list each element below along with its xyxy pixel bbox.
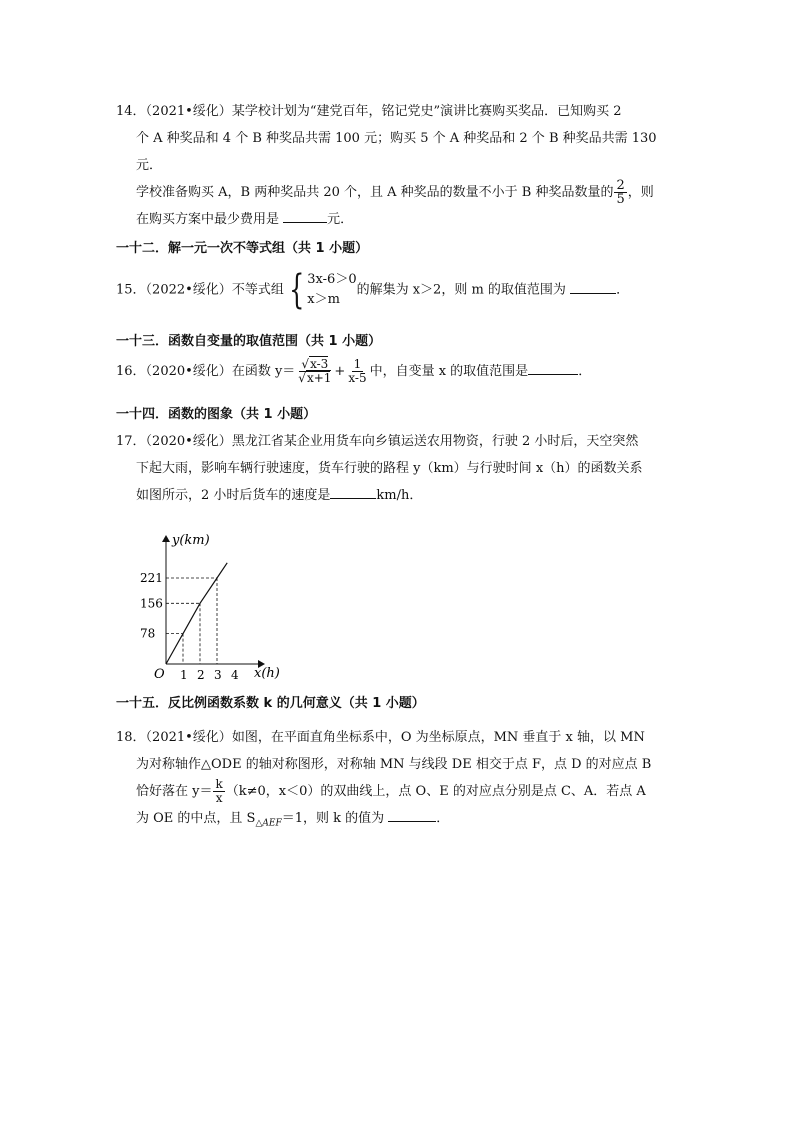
q14-line-2: 个 A 种奖品和 4 个 B 种奖品共需 100 元；购买 5 个 A 种奖品和 2 个 B 种奖品共需 130 元．: [136, 131, 657, 173]
section-12-heading: 一十二．解一元一次不等式组（共 1 小题）: [116, 241, 369, 256]
question-17: [116, 428, 676, 509]
question-18: [116, 724, 676, 838]
q17-line-1: 17．（2020•绥化）黑龙江省某企业用货车向乡镇运送农用物资，行驶 2 小时后，天空突然: [116, 434, 639, 449]
answer-blank-17[interactable]: [330, 484, 376, 499]
q14-line-3: 学校准备购买 A，B 两种奖品共 20 个，且 A 种奖品的数量不小于 B 种奖品数量的 $\frac{2}{5}$ ，则: [136, 178, 654, 207]
q18-line-2: 为对称轴作△ODE 的轴对称图形，对称轴 MN 与线段 DE 相交于点 F，点 D 的对应点 B: [136, 757, 652, 772]
q18-line-4: 为 OE 的中点，且 $S_{\triangle AEF}=1$，则 k 的值为 ．: [116, 805, 676, 838]
section-14-heading: 一十四．函数的图象（共 1 小题）: [116, 407, 317, 422]
question-14: [116, 98, 676, 233]
answer-blank-14[interactable]: [283, 208, 327, 223]
origin-label: O: [154, 667, 165, 682]
x-tick-label-4: 4: [231, 668, 239, 682]
section-15-heading: 一十五．反比例函数系数 k 的几何意义（共 1 小题）: [116, 696, 425, 711]
q14-line-1: 14．（2021•绥化）某学校计划为“建党百年，铭记党史”演讲比赛购买奖品．已知购买 2: [116, 104, 622, 119]
brace-icon: {: [288, 267, 305, 313]
q18-line-1: 18．（2021•绥化）如图，在平面直角坐标系中，O 为坐标原点，MN 垂直于 x 轴，以 MN: [116, 730, 645, 745]
q16-fraction-2: $\frac{1}{x-5}$: [348, 357, 367, 385]
question-16: 16．（2020•绥化）在函数 y＝ $\frac{√x-3}{√x+1}$ + $\frac{1}{x-5}$ 中，自变量 x 的取值范围是 ．: [116, 357, 592, 385]
answer-blank-18[interactable]: [388, 807, 436, 822]
section-13-heading: 一十三．函数自变量的取值范围（共 1 小题）: [116, 334, 382, 349]
x-tick-label-1: 1: [180, 668, 188, 682]
q14-line-4: 在购买方案中最少费用是 元．: [116, 206, 676, 233]
x-axis-label: x(h): [254, 666, 280, 681]
answer-blank-16[interactable]: [528, 360, 578, 375]
q17-line-2: 下起大雨，影响车辆行驶速度，货车行驶的路程 y（km）与行驶时间 x（h）的函数关系: [136, 461, 643, 476]
q16-fraction-1: $\frac{√x-3}{√x+1}$: [298, 357, 332, 385]
x-tick-label-2: 2: [197, 668, 205, 682]
answer-blank-15[interactable]: [570, 279, 616, 294]
y-tick-label-221: 221: [140, 571, 163, 585]
q14-fraction: $\frac{2}{5}$: [616, 178, 625, 207]
question-15: 15．（2022•绥化）不等式组 { 3x-6＞0 x＞m 的解集为 x＞2，则 m 的取值范围为 ．: [116, 267, 630, 313]
y-axis-label: y(km): [172, 533, 210, 548]
y-tick-label-78: 78: [140, 626, 156, 641]
y-tick-label-156: 156: [140, 596, 163, 611]
x-tick-label-3: 3: [214, 668, 222, 682]
distance-time-chart: [136, 530, 296, 690]
q17-line-3: 如图所示，2 小时后货车的速度是 km/h．: [116, 482, 676, 509]
q18-line-3: 恰好落在 y＝ $\frac{k}{x}$ （k≠0，x＜0）的双曲线上，点 O、E 的对应点分别是点 C、A．若点 A: [136, 777, 646, 805]
inequality-system: { 3x-6＞0 x＞m: [288, 267, 357, 313]
q18-fraction: $\frac{k}{x}$: [215, 777, 223, 805]
